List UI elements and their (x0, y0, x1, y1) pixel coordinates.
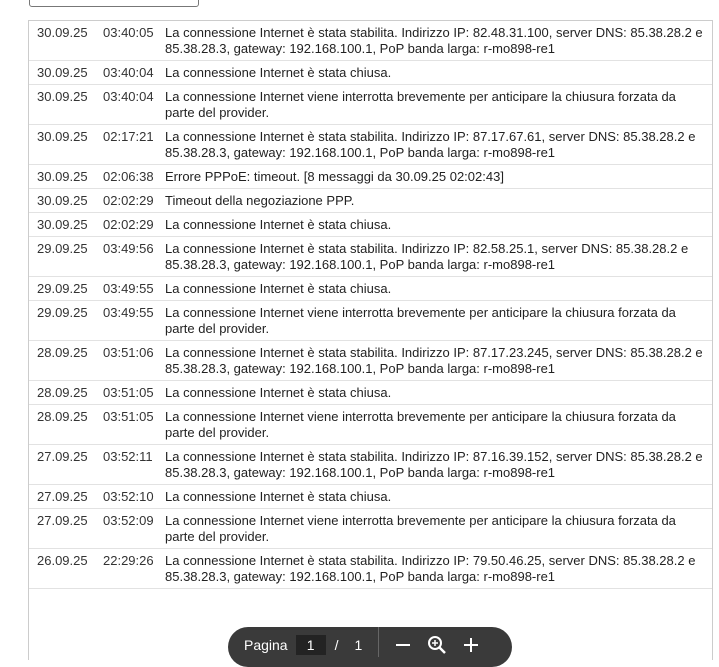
log-date: 30.09.25 (37, 129, 88, 144)
log-message: La connessione Internet è stata stabilita. Indirizzo IP: 82.58.25.1, server DNS: 85.38.28.2 e 85.38.28.3, gateway: 192.168.100.1, PoP banda larga: r-mo898-re1 (165, 241, 689, 272)
log-time: 02:17:21 (103, 129, 154, 144)
log-row (29, 277, 712, 301)
log-date: 29.09.25 (37, 281, 88, 296)
log-time: 03:51:05 (103, 385, 154, 400)
log-date: 28.09.25 (37, 345, 88, 360)
log-message: La connessione Internet viene interrotta brevemente per anticipare la chiusura forzata da parte del provider. (165, 89, 676, 120)
log-time: 02:06:38 (103, 169, 154, 184)
log-message: Timeout della negoziazione PPP. (165, 193, 355, 208)
total-pages: 1 (354, 637, 363, 653)
log-message: La connessione Internet è stata stabilita. Indirizzo IP: 87.16.39.152, server DNS: 85.38.28.2 e 85.38.28.3, gateway: 192.168.100.1, PoP banda larga: r-mo898-re1 (165, 449, 703, 480)
log-time: 03:49:56 (103, 241, 154, 256)
log-date: 28.09.25 (37, 385, 88, 400)
page-separator: / (334, 637, 339, 653)
zoom-out-icon[interactable] (393, 635, 413, 655)
log-row (29, 381, 712, 405)
log-time: 02:02:29 (103, 217, 154, 232)
top-button[interactable] (29, 0, 199, 7)
log-message: La connessione Internet è stata chiusa. (165, 65, 392, 80)
log-date: 27.09.25 (37, 513, 88, 528)
log-time: 03:52:09 (103, 513, 154, 528)
log-row (29, 213, 712, 237)
log-date: 30.09.25 (37, 65, 88, 80)
log-time: 03:40:04 (103, 65, 154, 80)
log-row (29, 125, 712, 165)
log-row (29, 485, 712, 509)
log-row (29, 509, 712, 549)
toolbar-divider (378, 627, 379, 657)
log-row (29, 549, 712, 589)
log-row (29, 85, 712, 125)
log-date: 26.09.25 (37, 553, 88, 568)
log-message: La connessione Internet è stata chiusa. (165, 385, 392, 400)
zoom-reset-icon[interactable] (427, 635, 447, 655)
log-row (29, 189, 712, 213)
log-row (29, 445, 712, 485)
log-row (29, 21, 712, 61)
log-row (29, 405, 712, 445)
log-date: 29.09.25 (37, 305, 88, 320)
pdf-toolbar (228, 627, 512, 667)
log-message: La connessione Internet è stata chiusa. (165, 489, 392, 504)
log-date: 27.09.25 (37, 449, 88, 464)
log-time: 03:40:04 (103, 89, 154, 104)
log-message: La connessione Internet viene interrotta brevemente per anticipare la chiusura forzata da parte del provider. (165, 305, 676, 336)
log-date: 30.09.25 (37, 25, 88, 40)
log-date: 30.09.25 (37, 89, 88, 104)
event-log-list (28, 20, 713, 660)
log-row (29, 165, 712, 189)
page-number-input[interactable]: 1 (296, 635, 326, 655)
log-message: La connessione Internet è stata chiusa. (165, 217, 392, 232)
log-date: 27.09.25 (37, 489, 88, 504)
log-time: 03:49:55 (103, 305, 154, 320)
log-time: 03:49:55 (103, 281, 154, 296)
log-time: 03:52:10 (103, 489, 154, 504)
log-row (29, 61, 712, 85)
log-date: 30.09.25 (37, 193, 88, 208)
log-message: La connessione Internet è stata stabilita. Indirizzo IP: 87.17.67.61, server DNS: 85.38.28.2 e 85.38.28.3, gateway: 192.168.100.1, PoP banda larga: r-mo898-re1 (165, 129, 696, 160)
log-time: 03:51:05 (103, 409, 154, 424)
zoom-in-icon[interactable] (461, 635, 481, 655)
log-message: La connessione Internet è stata stabilita. Indirizzo IP: 79.50.46.25, server DNS: 85.38.28.2 e 85.38.28.3, gateway: 192.168.100.1, PoP banda larga: r-mo898-re1 (165, 553, 696, 584)
log-row (29, 341, 712, 381)
log-time: 03:40:05 (103, 25, 154, 40)
log-time: 22:29:26 (103, 553, 154, 568)
log-message: Errore PPPoE: timeout. [8 messaggi da 30.09.25 02:02:43] (165, 169, 504, 184)
page-label: Pagina (244, 637, 288, 653)
log-date: 28.09.25 (37, 409, 88, 424)
log-time: 03:51:06 (103, 345, 154, 360)
log-date: 30.09.25 (37, 217, 88, 232)
log-message: La connessione Internet è stata stabilita. Indirizzo IP: 87.17.23.245, server DNS: 85.38.28.2 e 85.38.28.3, gateway: 192.168.100.1, PoP banda larga: r-mo898-re1 (165, 345, 703, 376)
log-date: 30.09.25 (37, 169, 88, 184)
log-message: La connessione Internet viene interrotta brevemente per anticipare la chiusura forzata da parte del provider. (165, 513, 676, 544)
log-time: 02:02:29 (103, 193, 154, 208)
log-row (29, 237, 712, 277)
log-date: 29.09.25 (37, 241, 88, 256)
log-time: 03:52:11 (103, 449, 153, 464)
log-message: La connessione Internet è stata chiusa. (165, 281, 392, 296)
log-message: La connessione Internet viene interrotta brevemente per anticipare la chiusura forzata da parte del provider. (165, 409, 676, 440)
log-row (29, 301, 712, 341)
log-message: La connessione Internet è stata stabilita. Indirizzo IP: 82.48.31.100, server DNS: 85.38.28.2 e 85.38.28.3, gateway: 192.168.100.1, PoP banda larga: r-mo898-re1 (165, 25, 703, 56)
